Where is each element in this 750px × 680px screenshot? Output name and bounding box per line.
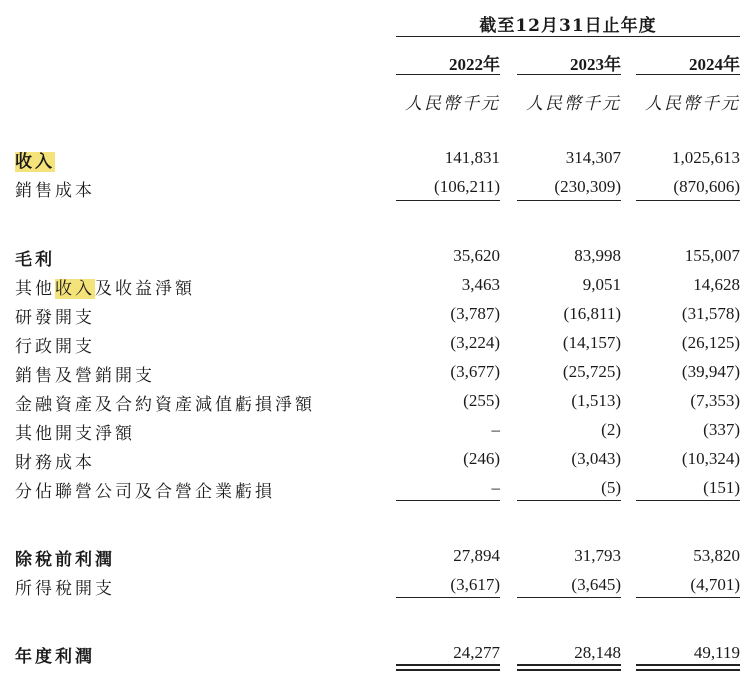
cell: (10,324) [681, 449, 740, 468]
row-label-other-income [15, 274, 195, 299]
row-label-cost-of-sales: 銷售成本 [15, 181, 95, 201]
row-label-impairment: 金融資產及合約資產減值虧損淨額 [15, 395, 315, 415]
unit-2023: 人民幣千元 [526, 94, 621, 114]
cell: (246) [463, 449, 500, 468]
row-label-profit-for-year: 年度利潤 [15, 647, 95, 667]
label-part: 其他 [15, 279, 55, 299]
cell: (3,043) [571, 449, 621, 468]
row-label-revenue [15, 147, 55, 172]
cell: 3,463 [461, 275, 500, 294]
cell: 314,307 [565, 148, 621, 167]
subtotal-rule [636, 500, 740, 501]
cell: (4,701) [690, 575, 740, 594]
cell: 141,831 [444, 148, 500, 167]
cell: (337) [703, 420, 740, 439]
row-label-admin: 行政開支 [15, 337, 95, 357]
cell: 83,998 [574, 246, 621, 265]
row-label-other-expenses: 其他開支淨額 [15, 424, 135, 444]
cell: – [491, 420, 500, 439]
total-double-rule [517, 664, 621, 671]
cell: (106,211) [434, 177, 500, 196]
cell: (39,947) [681, 362, 740, 381]
row-label-income-tax: 所得稅開支 [15, 579, 115, 599]
cell: 28,148 [574, 643, 621, 662]
year-2022: 2022年 [449, 55, 500, 74]
cell: (3,224) [450, 333, 500, 352]
row-label-profit-before-tax: 除稅前利潤 [15, 550, 115, 570]
cell: (230,309) [554, 177, 621, 196]
cell: 14,628 [693, 275, 740, 294]
year-rule-2024 [636, 74, 740, 75]
cell: 27,894 [453, 546, 500, 565]
row-label-rnd: 研發開支 [15, 308, 95, 328]
cell: (255) [463, 391, 500, 410]
subtotal-rule [517, 500, 621, 501]
subtotal-rule [636, 200, 740, 201]
row-label-share-of-losses: 分佔聯營公司及合營企業虧損 [15, 482, 275, 502]
highlight-revenue: 收入 [55, 279, 95, 299]
subtotal-rule [396, 597, 500, 598]
unit-2024: 人民幣千元 [645, 94, 740, 114]
subtotal-rule [517, 597, 621, 598]
subtotal-rule [636, 597, 740, 598]
cell: 31,793 [574, 546, 621, 565]
cell: (1,513) [571, 391, 621, 410]
cell: 53,820 [693, 546, 740, 565]
cell: (16,811) [563, 304, 621, 323]
cell: 35,620 [453, 246, 500, 265]
cell: (31,578) [681, 304, 740, 323]
row-label-selling: 銷售及營銷開支 [15, 366, 155, 386]
cell: (3,677) [450, 362, 500, 381]
highlight-revenue: 收入 [15, 152, 55, 172]
cell: (870,606) [673, 177, 740, 196]
row-label-finance-costs: 財務成本 [15, 453, 95, 473]
period-header: 截至12月31日止年度 [479, 16, 657, 36]
label-part: 及收益淨額 [95, 279, 195, 299]
row-label-gross-profit: 毛利 [15, 250, 55, 270]
cell: (26,125) [681, 333, 740, 352]
cell: (14,157) [562, 333, 621, 352]
subtotal-rule [396, 500, 500, 501]
year-2023: 2023年 [570, 55, 621, 74]
year-rule-2022 [396, 74, 500, 75]
subtotal-rule [517, 200, 621, 201]
total-double-rule [636, 664, 740, 671]
subtotal-rule [396, 200, 500, 201]
cell: 24,277 [453, 643, 500, 662]
cell: 155,007 [684, 246, 740, 265]
period-rule [396, 36, 740, 37]
year-rule-2023 [517, 74, 621, 75]
cell: (3,645) [571, 575, 621, 594]
year-2024: 2024年 [689, 55, 740, 74]
cell: 49,119 [693, 643, 740, 662]
cell: – [491, 478, 500, 497]
cell: (25,725) [562, 362, 621, 381]
cell: (2) [601, 420, 621, 439]
total-double-rule [396, 664, 500, 671]
cell: (3,787) [450, 304, 500, 323]
cell: (151) [703, 478, 740, 497]
cell: (5) [601, 478, 621, 497]
cell: 1,025,613 [672, 148, 740, 167]
cell: (7,353) [690, 391, 740, 410]
cell: (3,617) [450, 575, 500, 594]
cell: 9,051 [582, 275, 621, 294]
unit-2022: 人民幣千元 [405, 94, 500, 114]
